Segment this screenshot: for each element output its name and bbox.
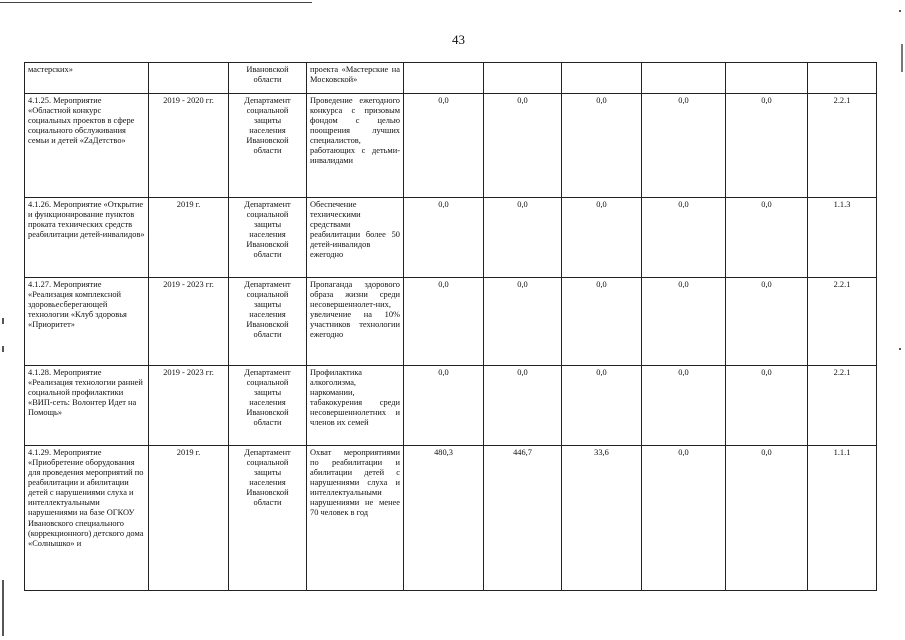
department-text: Департамент социальной защиты населения Ивановской области	[244, 96, 291, 156]
result-cell	[307, 278, 404, 366]
value-cell	[562, 198, 642, 278]
scan-edge-mark	[2, 580, 4, 636]
value-cell	[726, 446, 808, 591]
department-text: Департамент социальной защиты населения Ивановской области	[244, 280, 291, 340]
scan-right-mark	[901, 44, 903, 72]
department-cell	[229, 198, 307, 278]
value-text: 0,0	[678, 368, 689, 377]
event-cell	[25, 63, 149, 94]
period-text: 2019 - 2023 гг.	[163, 280, 214, 289]
event-text: 4.1.29. Мероприятие «Приобретение оборудования для проведения мероприятий по реабилитации и абилитации детей с нарушениями слуха и интеллектуальными нарушениями на базе ОГКОУ Ивановского специального (коррекционного) детского дома «Солнышко» и	[28, 448, 144, 548]
event-text: 4.1.25. Мероприятие «Областной конкурс социальных проектов в сфере социального обслуживания семьи и детей «ZаДетство»	[28, 96, 135, 146]
value-text: 0,0	[517, 96, 528, 105]
value-text: 0,0	[596, 280, 607, 289]
period-text: 2019 - 2023 гг.	[163, 368, 214, 377]
value-text: 0,0	[678, 448, 689, 457]
value-text: 0,0	[517, 280, 528, 289]
result-text: Профилактика алкоголизма, наркомании, табакокурения среди несовершеннолетних и членов их семей	[310, 368, 400, 428]
top-rule	[0, 2, 312, 3]
event-text: 4.1.27. Мероприятие «Реализация комплексной здоровьесберегающей технологии «Клуб здоровья «Приоритет»	[28, 280, 127, 330]
indicator-code-text: 1.1.3	[833, 200, 851, 209]
indicator-code-text: 1.1.1	[833, 448, 851, 457]
event-text: 4.1.28. Мероприятие «Реализация технологии ранней социальной профилактики «ВИП-сеть: Волонтер Идет на Помощь»	[28, 368, 143, 418]
value-cell	[562, 278, 642, 366]
result-cell	[307, 63, 404, 94]
value-cell	[562, 446, 642, 591]
value-cell	[642, 63, 726, 94]
department-text: Ивановской области	[246, 65, 289, 85]
value-cell	[404, 366, 484, 446]
value-text: 0,0	[438, 200, 449, 209]
value-cell	[642, 446, 726, 591]
value-cell	[484, 366, 562, 446]
result-cell	[307, 446, 404, 591]
value-cell	[484, 94, 562, 198]
value-text: 0,0	[678, 200, 689, 209]
table-row	[25, 278, 877, 366]
value-text: 446,7	[513, 448, 532, 457]
value-text: 33,6	[594, 448, 609, 457]
value-cell	[726, 94, 808, 198]
table-row	[25, 366, 877, 446]
result-cell	[307, 94, 404, 198]
value-text: 0,0	[517, 200, 528, 209]
scan-edge-mark	[2, 346, 4, 352]
value-text: 0,0	[438, 280, 449, 289]
value-text: 0,0	[761, 280, 772, 289]
value-cell	[404, 446, 484, 591]
department-cell	[229, 366, 307, 446]
event-cell	[25, 446, 149, 591]
period-cell	[149, 63, 229, 94]
value-text: 0,0	[761, 448, 772, 457]
value-cell	[726, 198, 808, 278]
department-cell	[229, 94, 307, 198]
event-text: мастерских»	[28, 65, 73, 74]
value-cell	[562, 63, 642, 94]
value-cell	[484, 63, 562, 94]
result-text: Обеспечение техническими средствами реабилитации более 50 детей-инвалидов ежегодно	[310, 200, 400, 260]
result-cell	[307, 198, 404, 278]
result-text: проекта «Мастерские на Московской»	[310, 65, 400, 85]
indicator-code-text: 2.2.1	[833, 96, 851, 105]
period-text: 2019 г.	[176, 200, 201, 209]
indicator-code-cell	[808, 198, 877, 278]
value-cell	[484, 446, 562, 591]
value-cell	[642, 278, 726, 366]
event-cell	[25, 198, 149, 278]
value-text: 0,0	[761, 368, 772, 377]
period-cell	[149, 366, 229, 446]
period-cell	[149, 446, 229, 591]
value-cell	[642, 366, 726, 446]
indicator-code-text: 2.2.1	[833, 280, 851, 289]
value-text: 0,0	[596, 368, 607, 377]
department-text: Департамент социальной защиты населения Ивановской области	[244, 368, 291, 428]
value-text: 0,0	[678, 96, 689, 105]
department-cell	[229, 446, 307, 591]
result-text: Пропаганда здорового образа жизни среди несовершеннолет-них, увеличение на 10% участников технологии ежегодно	[310, 280, 400, 340]
indicator-code-cell	[808, 278, 877, 366]
value-cell	[642, 94, 726, 198]
value-text: 0,0	[761, 200, 772, 209]
value-cell	[562, 366, 642, 446]
event-text: 4.1.26. Мероприятие «Открытие и функционирование пунктов проката технических средств реабилитации детей-инвалидов»	[28, 200, 145, 240]
value-text: 0,0	[761, 96, 772, 105]
period-text: 2019 г.	[176, 448, 201, 457]
table-row	[25, 63, 877, 94]
indicator-code-cell	[808, 366, 877, 446]
value-cell	[562, 94, 642, 198]
indicator-code-cell	[808, 94, 877, 198]
value-cell	[726, 366, 808, 446]
period-cell	[149, 94, 229, 198]
event-cell	[25, 278, 149, 366]
scan-dot	[899, 10, 901, 12]
value-cell	[404, 94, 484, 198]
event-cell	[25, 366, 149, 446]
value-cell	[642, 198, 726, 278]
value-text: 0,0	[596, 200, 607, 209]
value-cell	[484, 278, 562, 366]
table-row	[25, 198, 877, 278]
program-table	[24, 62, 877, 591]
period-cell	[149, 278, 229, 366]
value-cell	[404, 63, 484, 94]
indicator-code-cell	[808, 446, 877, 591]
page-number: 43	[452, 32, 465, 47]
scan-edge-mark	[2, 318, 4, 324]
value-cell	[404, 198, 484, 278]
department-text: Департамент социальной защиты населения Ивановской области	[244, 200, 291, 260]
value-text: 0,0	[517, 368, 528, 377]
value-cell	[726, 278, 808, 366]
value-cell	[726, 63, 808, 94]
value-cell	[404, 278, 484, 366]
indicator-code-text: 2.2.1	[833, 368, 851, 377]
value-text: 480,3	[434, 448, 453, 457]
result-cell	[307, 366, 404, 446]
value-text: 0,0	[438, 368, 449, 377]
indicator-code-cell	[808, 63, 877, 94]
scan-dot	[899, 348, 901, 350]
period-text: 2019 - 2020 гг.	[163, 96, 214, 105]
department-cell	[229, 278, 307, 366]
value-text: 0,0	[678, 280, 689, 289]
value-text: 0,0	[596, 96, 607, 105]
table-row	[25, 94, 877, 198]
value-text: 0,0	[438, 96, 449, 105]
value-cell	[484, 198, 562, 278]
event-cell	[25, 94, 149, 198]
period-cell	[149, 198, 229, 278]
result-text: Охват мероприятиями по реабилитации и абилитации детей с нарушениями слуха и интеллектуальными нарушениями не менее 70 человек в год	[310, 448, 400, 518]
department-text: Департамент социальной защиты населения Ивановской области	[244, 448, 291, 508]
table-row	[25, 446, 877, 591]
department-cell	[229, 63, 307, 94]
result-text: Проведение ежегодного конкурса с призовым фондом с целью поощрения лучших специалистов, работающих с детьми-инвалидами	[310, 96, 400, 166]
